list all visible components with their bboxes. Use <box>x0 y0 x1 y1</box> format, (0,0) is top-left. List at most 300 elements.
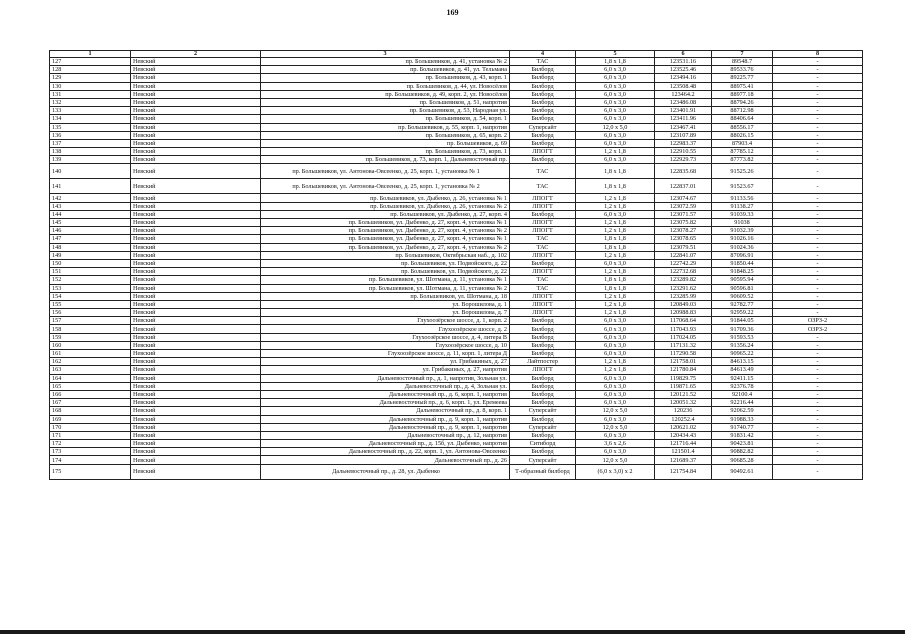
table-cell: ул. Грибакиных, д. 27, напротив <box>261 366 510 374</box>
table-cell: 12,0 х 5,0 <box>576 423 655 431</box>
table-row <box>50 448 863 456</box>
table-row <box>50 139 863 147</box>
table-cell: 123075.82 <box>655 219 712 227</box>
table-cell: - <box>773 82 863 90</box>
table-cell: ЛПОГТ <box>510 251 576 259</box>
table-cell: 12,0 х 5,0 <box>576 407 655 415</box>
table-cell: 1,2 х 1,8 <box>576 366 655 374</box>
table-cell: 152 <box>50 276 131 284</box>
table-cell: 120849.03 <box>655 300 712 308</box>
col-header: 2 <box>131 51 261 58</box>
table-cell: 117290.58 <box>655 350 712 358</box>
table-cell: Невский <box>131 202 261 210</box>
col-header: 6 <box>655 51 712 58</box>
table-cell: 147 <box>50 235 131 243</box>
table-cell: 6,0 х 3,0 <box>576 156 655 164</box>
table-cell: 1,8 х 1,8 <box>576 235 655 243</box>
table-cell: 156 <box>50 309 131 317</box>
table-cell: 84613.49 <box>712 366 773 374</box>
table-cell: 117043.93 <box>655 325 712 333</box>
table-cell: 117068.64 <box>655 317 712 325</box>
table-cell: 6,0 х 3,0 <box>576 74 655 82</box>
table-cell: пр. Большевиков, ул. Дыбенко, д. 27, корп. 4 <box>261 210 510 218</box>
table-cell: Суперсайт <box>510 123 576 131</box>
table-cell: Невский <box>131 366 261 374</box>
table-cell: 91026.16 <box>712 235 773 243</box>
table-cell: пр. Большевиков, д. 49, корп. 2, ул. Новосёлов <box>261 90 510 98</box>
table-cell: Невский <box>131 464 261 479</box>
table-cell: 123072.59 <box>655 202 712 210</box>
table-row <box>50 90 863 98</box>
table-cell: 1,2 х 1,8 <box>576 268 655 276</box>
table-cell: 138 <box>50 148 131 156</box>
table-row <box>50 382 863 390</box>
table-cell: 123071.57 <box>655 210 712 218</box>
table-row <box>50 268 863 276</box>
table-cell: - <box>773 399 863 407</box>
table-cell: 133 <box>50 107 131 115</box>
table-cell: 171 <box>50 431 131 439</box>
table-row <box>50 131 863 139</box>
table-cell: 131 <box>50 90 131 98</box>
table-cell: 89225.77 <box>712 74 773 82</box>
table-cell: Невский <box>131 179 261 194</box>
table-cell: 3,6 х 2,6 <box>576 440 655 448</box>
table-cell: - <box>773 350 863 358</box>
table-cell: пр. Большевиков, д. 43, корп. 1 <box>261 74 510 82</box>
table-cell: 6,0 х 3,0 <box>576 415 655 423</box>
table-cell: 154 <box>50 292 131 300</box>
table-cell: Билборд <box>510 82 576 90</box>
table-cell: Невский <box>131 292 261 300</box>
table-row <box>50 148 863 156</box>
table-cell: 128 <box>50 66 131 74</box>
table-cell: 120236 <box>655 407 712 415</box>
table-cell: 92376.78 <box>712 382 773 390</box>
table-cell: Дальневосточный пр., д. 12, напротив <box>261 431 510 439</box>
table-row <box>50 317 863 325</box>
table-cell: Невский <box>131 194 261 202</box>
table-cell: ОЗРЗ-2 <box>773 325 863 333</box>
table-cell: ЛПОГТ <box>510 202 576 210</box>
table-cell: 123285.99 <box>655 292 712 300</box>
table-cell: Невский <box>131 358 261 366</box>
table-cell: 6,0 х 3,0 <box>576 448 655 456</box>
table-cell: 89533.76 <box>712 66 773 74</box>
col-header: 3 <box>261 51 510 58</box>
table-cell: 92959.22 <box>712 309 773 317</box>
table-row <box>50 325 863 333</box>
table-cell: 145 <box>50 219 131 227</box>
table-cell: ТАС <box>510 243 576 251</box>
table-row <box>50 431 863 439</box>
table-cell: 6,0 х 3,0 <box>576 66 655 74</box>
table-cell: Суперсайт <box>510 407 576 415</box>
table-cell: Невский <box>131 448 261 456</box>
table-cell: 6,0 х 3,0 <box>576 333 655 341</box>
table-cell: 90882.82 <box>712 448 773 456</box>
table-row <box>50 309 863 317</box>
table-cell: 166 <box>50 390 131 398</box>
table-cell: Билборд <box>510 66 576 74</box>
table-cell: 91032.39 <box>712 227 773 235</box>
table-cell: - <box>773 407 863 415</box>
table-cell: 1,2 х 1,8 <box>576 251 655 259</box>
table-cell: Невский <box>131 74 261 82</box>
table-cell: 90609.52 <box>712 292 773 300</box>
table-cell: - <box>773 268 863 276</box>
table-cell: - <box>773 382 863 390</box>
table-cell: 1,8 х 1,8 <box>576 164 655 179</box>
table-cell: - <box>773 164 863 179</box>
table-cell: пр. Большевиков, д. 53, Народная ул. <box>261 107 510 115</box>
table-cell: Билборд <box>510 107 576 115</box>
table-cell: 1,2 х 1,8 <box>576 358 655 366</box>
table-cell: 120051.32 <box>655 399 712 407</box>
table-row <box>50 366 863 374</box>
table-cell: 1,2 х 1,8 <box>576 219 655 227</box>
table-cell: - <box>773 366 863 374</box>
table-cell: Глухоозёрское шоссе, д. 4, литера В <box>261 333 510 341</box>
table-cell: 91138.27 <box>712 202 773 210</box>
table-cell: 12,0 х 5,0 <box>576 456 655 464</box>
table-cell: Ситиборд <box>510 440 576 448</box>
table-row <box>50 82 863 90</box>
table-cell: пр. Большевиков, ул. Антонова-Овсеенко, д. 25, корп. 1, установка № 2 <box>261 179 510 194</box>
table-cell: - <box>773 341 863 349</box>
table-cell: 120121.52 <box>655 390 712 398</box>
table-cell: Невский <box>131 148 261 156</box>
table-cell: 6,0 х 3,0 <box>576 382 655 390</box>
table-cell: - <box>773 58 863 66</box>
table-cell: Дальневосточный пр., д. 1, напротив, Зольная ул. <box>261 374 510 382</box>
table-cell: 1,2 х 1,8 <box>576 148 655 156</box>
table-cell: Дальневосточный пр., д. 6, корп. 1, ул. Еремеева <box>261 399 510 407</box>
col-header: 7 <box>712 51 773 58</box>
table-cell: 122929.73 <box>655 156 712 164</box>
table-cell: 140 <box>50 164 131 179</box>
table-cell: 123107.89 <box>655 131 712 139</box>
table-cell: Билборд <box>510 317 576 325</box>
table-cell: Глухоозёрское шоссе, д. 11, корп. 1, литера Д <box>261 350 510 358</box>
table-cell: 169 <box>50 415 131 423</box>
table-cell: 6,0 х 3,0 <box>576 374 655 382</box>
table-cell: - <box>773 431 863 439</box>
table-cell: 121501.4 <box>655 448 712 456</box>
table-cell: 120988.83 <box>655 309 712 317</box>
table-cell: - <box>773 139 863 147</box>
table-cell: Невский <box>131 164 261 179</box>
table-cell: Невский <box>131 90 261 98</box>
table-cell: ТАС <box>510 164 576 179</box>
table-cell: ЛПОГТ <box>510 268 576 276</box>
table-cell: пр. Большевиков, д. 73, корп. 1, Дальневосточный пр. <box>261 156 510 164</box>
table-cell: 123508.48 <box>655 82 712 90</box>
table-cell: Билборд <box>510 350 576 358</box>
table-cell: Дальневосточный пр., д. 9, корп. 1, напротив <box>261 415 510 423</box>
table-cell: Невский <box>131 235 261 243</box>
table-cell: 6,0 х 3,0 <box>576 210 655 218</box>
table-cell: Невский <box>131 325 261 333</box>
table-row <box>50 399 863 407</box>
table-cell: 1,8 х 1,8 <box>576 276 655 284</box>
table-cell: Суперсайт <box>510 423 576 431</box>
table-cell: - <box>773 333 863 341</box>
page-number: 169 <box>446 8 459 17</box>
table-cell: 6,0 х 3,0 <box>576 350 655 358</box>
table-cell: 137 <box>50 139 131 147</box>
table-cell: 127 <box>50 58 131 66</box>
table-row <box>50 390 863 398</box>
table-cell: 121716.44 <box>655 440 712 448</box>
table-cell: ул. Ворошилова, д. 1 <box>261 300 510 308</box>
table-cell: 123467.41 <box>655 123 712 131</box>
table-cell: Невский <box>131 139 261 147</box>
table-row <box>50 164 863 179</box>
table-cell: 1,8 х 1,8 <box>576 243 655 251</box>
table-cell: Невский <box>131 390 261 398</box>
table-cell: 6,0 х 3,0 <box>576 90 655 98</box>
table-cell: Невский <box>131 66 261 74</box>
table-cell: Глухоозёрское шоссе, д. 10 <box>261 341 510 349</box>
table-cell: 123078.65 <box>655 235 712 243</box>
table-cell: 173 <box>50 448 131 456</box>
table-cell: 87785.12 <box>712 148 773 156</box>
table-cell: Невский <box>131 431 261 439</box>
table-cell: 90423.81 <box>712 440 773 448</box>
table-row <box>50 423 863 431</box>
table-cell: Билборд <box>510 333 576 341</box>
table-row <box>50 251 863 259</box>
table-cell: Невский <box>131 382 261 390</box>
table-cell: - <box>773 358 863 366</box>
table-cell: - <box>773 251 863 259</box>
table-cell: 6,0 х 3,0 <box>576 98 655 106</box>
table-cell: 1,2 х 1,8 <box>576 292 655 300</box>
table-cell: 1,2 х 1,8 <box>576 202 655 210</box>
table-row <box>50 456 863 464</box>
table-cell: 6,0 х 3,0 <box>576 325 655 333</box>
table-cell: - <box>773 98 863 106</box>
table-row <box>50 407 863 415</box>
table-cell: Невский <box>131 82 261 90</box>
table-cell: пр. Большевиков, д. 55, корп. 1, напротив <box>261 123 510 131</box>
table-cell: 6,0 х 3,0 <box>576 317 655 325</box>
table-cell: 123078.27 <box>655 227 712 235</box>
table-row <box>50 259 863 267</box>
table-cell: Глухоозёрское шоссе, д. 2 <box>261 325 510 333</box>
table-cell: Невский <box>131 440 261 448</box>
table-cell: Невский <box>131 210 261 218</box>
table-cell: Невский <box>131 399 261 407</box>
table-cell: 88712.98 <box>712 107 773 115</box>
table-cell: - <box>773 194 863 202</box>
table-cell: ул. Грибакиных, д. 27 <box>261 358 510 366</box>
table-row <box>50 107 863 115</box>
table-cell: - <box>773 300 863 308</box>
table-cell: 119829.75 <box>655 374 712 382</box>
table-cell: 134 <box>50 115 131 123</box>
table-cell: 170 <box>50 423 131 431</box>
table-cell: 122835.68 <box>655 164 712 179</box>
table-cell: 161 <box>50 350 131 358</box>
table-cell: 122837.01 <box>655 179 712 194</box>
table-cell: 139 <box>50 156 131 164</box>
table-row <box>50 464 863 479</box>
table-cell: Билборд <box>510 325 576 333</box>
table-cell: 12,0 х 5,0 <box>576 123 655 131</box>
table-cell: Билборд <box>510 131 576 139</box>
table-cell: 6,0 х 3,0 <box>576 341 655 349</box>
table-cell: Невский <box>131 115 261 123</box>
table-cell: 91850.44 <box>712 259 773 267</box>
table-cell: 6,0 х 3,0 <box>576 139 655 147</box>
table-cell: Билборд <box>510 74 576 82</box>
table-cell: 121689.37 <box>655 456 712 464</box>
table-cell: Билборд <box>510 341 576 349</box>
table-cell: Дальневосточный пр., д. 4, Зольная ул. <box>261 382 510 390</box>
table-cell: Дальневосточный пр., д. 26 <box>261 456 510 464</box>
table-cell: 91593.53 <box>712 333 773 341</box>
table-cell: 6,0 х 3,0 <box>576 82 655 90</box>
table-cell: 123401.91 <box>655 107 712 115</box>
table-cell: Невский <box>131 350 261 358</box>
table-cell: Билборд <box>510 98 576 106</box>
table-cell: 174 <box>50 456 131 464</box>
table-row <box>50 156 863 164</box>
register-table <box>49 50 863 480</box>
table-cell: 1,2 х 1,8 <box>576 300 655 308</box>
table-cell: 165 <box>50 382 131 390</box>
table-row <box>50 227 863 235</box>
table-cell: 143 <box>50 202 131 210</box>
table-cell: 132 <box>50 98 131 106</box>
table-cell: Дальневосточный пр., д. 28, ул. Дыбенко <box>261 464 510 479</box>
table-cell: ЛПОГТ <box>510 194 576 202</box>
table-cell: - <box>773 309 863 317</box>
table-cell: - <box>773 90 863 98</box>
table-cell: - <box>773 131 863 139</box>
table-row <box>50 350 863 358</box>
table-cell: 90596.81 <box>712 284 773 292</box>
table-cell: 121754.84 <box>655 464 712 479</box>
table-cell: пр. Большевиков, ул. Дыбенко, д. 27, корп. 4, установка № 1 <box>261 219 510 227</box>
table-cell: - <box>773 292 863 300</box>
table-cell: Билборд <box>510 259 576 267</box>
table-cell: Невский <box>131 251 261 259</box>
table-cell: 123486.08 <box>655 98 712 106</box>
table-cell: - <box>773 276 863 284</box>
table-cell: 121758.01 <box>655 358 712 366</box>
table-cell: ТАС <box>510 179 576 194</box>
table-cell: 91038 <box>712 219 773 227</box>
table-cell: 91133.56 <box>712 194 773 202</box>
table-cell: - <box>773 390 863 398</box>
table-cell: ЛПОГТ <box>510 309 576 317</box>
table-cell: Билборд <box>510 448 576 456</box>
table-cell: Билборд <box>510 374 576 382</box>
table-cell: Невский <box>131 227 261 235</box>
table-row <box>50 123 863 131</box>
table-cell: - <box>773 107 863 115</box>
table-cell: Дальневосточный пр., д. 22, корп. 1, ул. Антонова-Овсеенко <box>261 448 510 456</box>
table-cell: 121780.84 <box>655 366 712 374</box>
table-row <box>50 235 863 243</box>
table-cell: Билборд <box>510 415 576 423</box>
table-cell: 142 <box>50 194 131 202</box>
table-cell: 91831.42 <box>712 431 773 439</box>
table-row <box>50 284 863 292</box>
table-cell: - <box>773 227 863 235</box>
table-row <box>50 243 863 251</box>
table-cell: ЛПОГТ <box>510 366 576 374</box>
table-cell: 129 <box>50 74 131 82</box>
table-cell: Лайтпостер <box>510 358 576 366</box>
table-cell: ТАС <box>510 235 576 243</box>
col-header: 1 <box>50 51 131 58</box>
table-cell: Невский <box>131 276 261 284</box>
table-cell: - <box>773 259 863 267</box>
table-cell: пр. Большевиков, ул. Подвойского, д. 22 <box>261 268 510 276</box>
table-cell: Невский <box>131 268 261 276</box>
table-row <box>50 415 863 423</box>
table-cell: пр. Большевиков, ул. Дыбенко, д. 26, установка № 1 <box>261 194 510 202</box>
table-cell: Невский <box>131 456 261 464</box>
table-row <box>50 374 863 382</box>
table-cell: 6,0 х 3,0 <box>576 259 655 267</box>
table-cell: Невский <box>131 58 261 66</box>
table-cell: пр. Большевиков, ул. Шотмана, д. 11, установка № 1 <box>261 276 510 284</box>
table-cell: Невский <box>131 259 261 267</box>
table-cell: 87096.91 <box>712 251 773 259</box>
table-cell: Билборд <box>510 156 576 164</box>
table-cell: 123074.67 <box>655 194 712 202</box>
table-cell: 122841.07 <box>655 251 712 259</box>
table-cell: 120621.02 <box>655 423 712 431</box>
table-cell: 158 <box>50 325 131 333</box>
table-cell: 91988.33 <box>712 415 773 423</box>
col-header: 5 <box>576 51 655 58</box>
table-row <box>50 98 863 106</box>
table-cell: Билборд <box>510 115 576 123</box>
table-cell: 6,0 х 3,0 <box>576 390 655 398</box>
table-cell: 88026.15 <box>712 131 773 139</box>
table-cell: 122983.37 <box>655 139 712 147</box>
table-cell: пр. Большевиков, д. 73, корп. 1 <box>261 148 510 156</box>
table-cell: 91024.36 <box>712 243 773 251</box>
table-row <box>50 194 863 202</box>
table-row <box>50 341 863 349</box>
table-cell: - <box>773 456 863 464</box>
table-row <box>50 292 863 300</box>
table-cell: Невский <box>131 309 261 317</box>
table-cell: Билборд <box>510 431 576 439</box>
table-cell: 91525.26 <box>712 164 773 179</box>
table-cell: - <box>773 448 863 456</box>
table-cell: 172 <box>50 440 131 448</box>
table-cell: Невский <box>131 374 261 382</box>
table-cell: - <box>773 115 863 123</box>
table-cell: 123464.2 <box>655 90 712 98</box>
table-cell: 120434.43 <box>655 431 712 439</box>
table-cell: 92782.77 <box>712 300 773 308</box>
table-cell: Невский <box>131 98 261 106</box>
table-row <box>50 210 863 218</box>
table-cell: 135 <box>50 123 131 131</box>
table-cell: 155 <box>50 300 131 308</box>
table-cell: пр. Большевиков, ул. Дыбенко, д. 27, корп. 4, установка № 2 <box>261 243 510 251</box>
table-cell: пр. Большевиков, ул. Дыбенко, д. 27, корп. 4, установка № 1 <box>261 235 510 243</box>
